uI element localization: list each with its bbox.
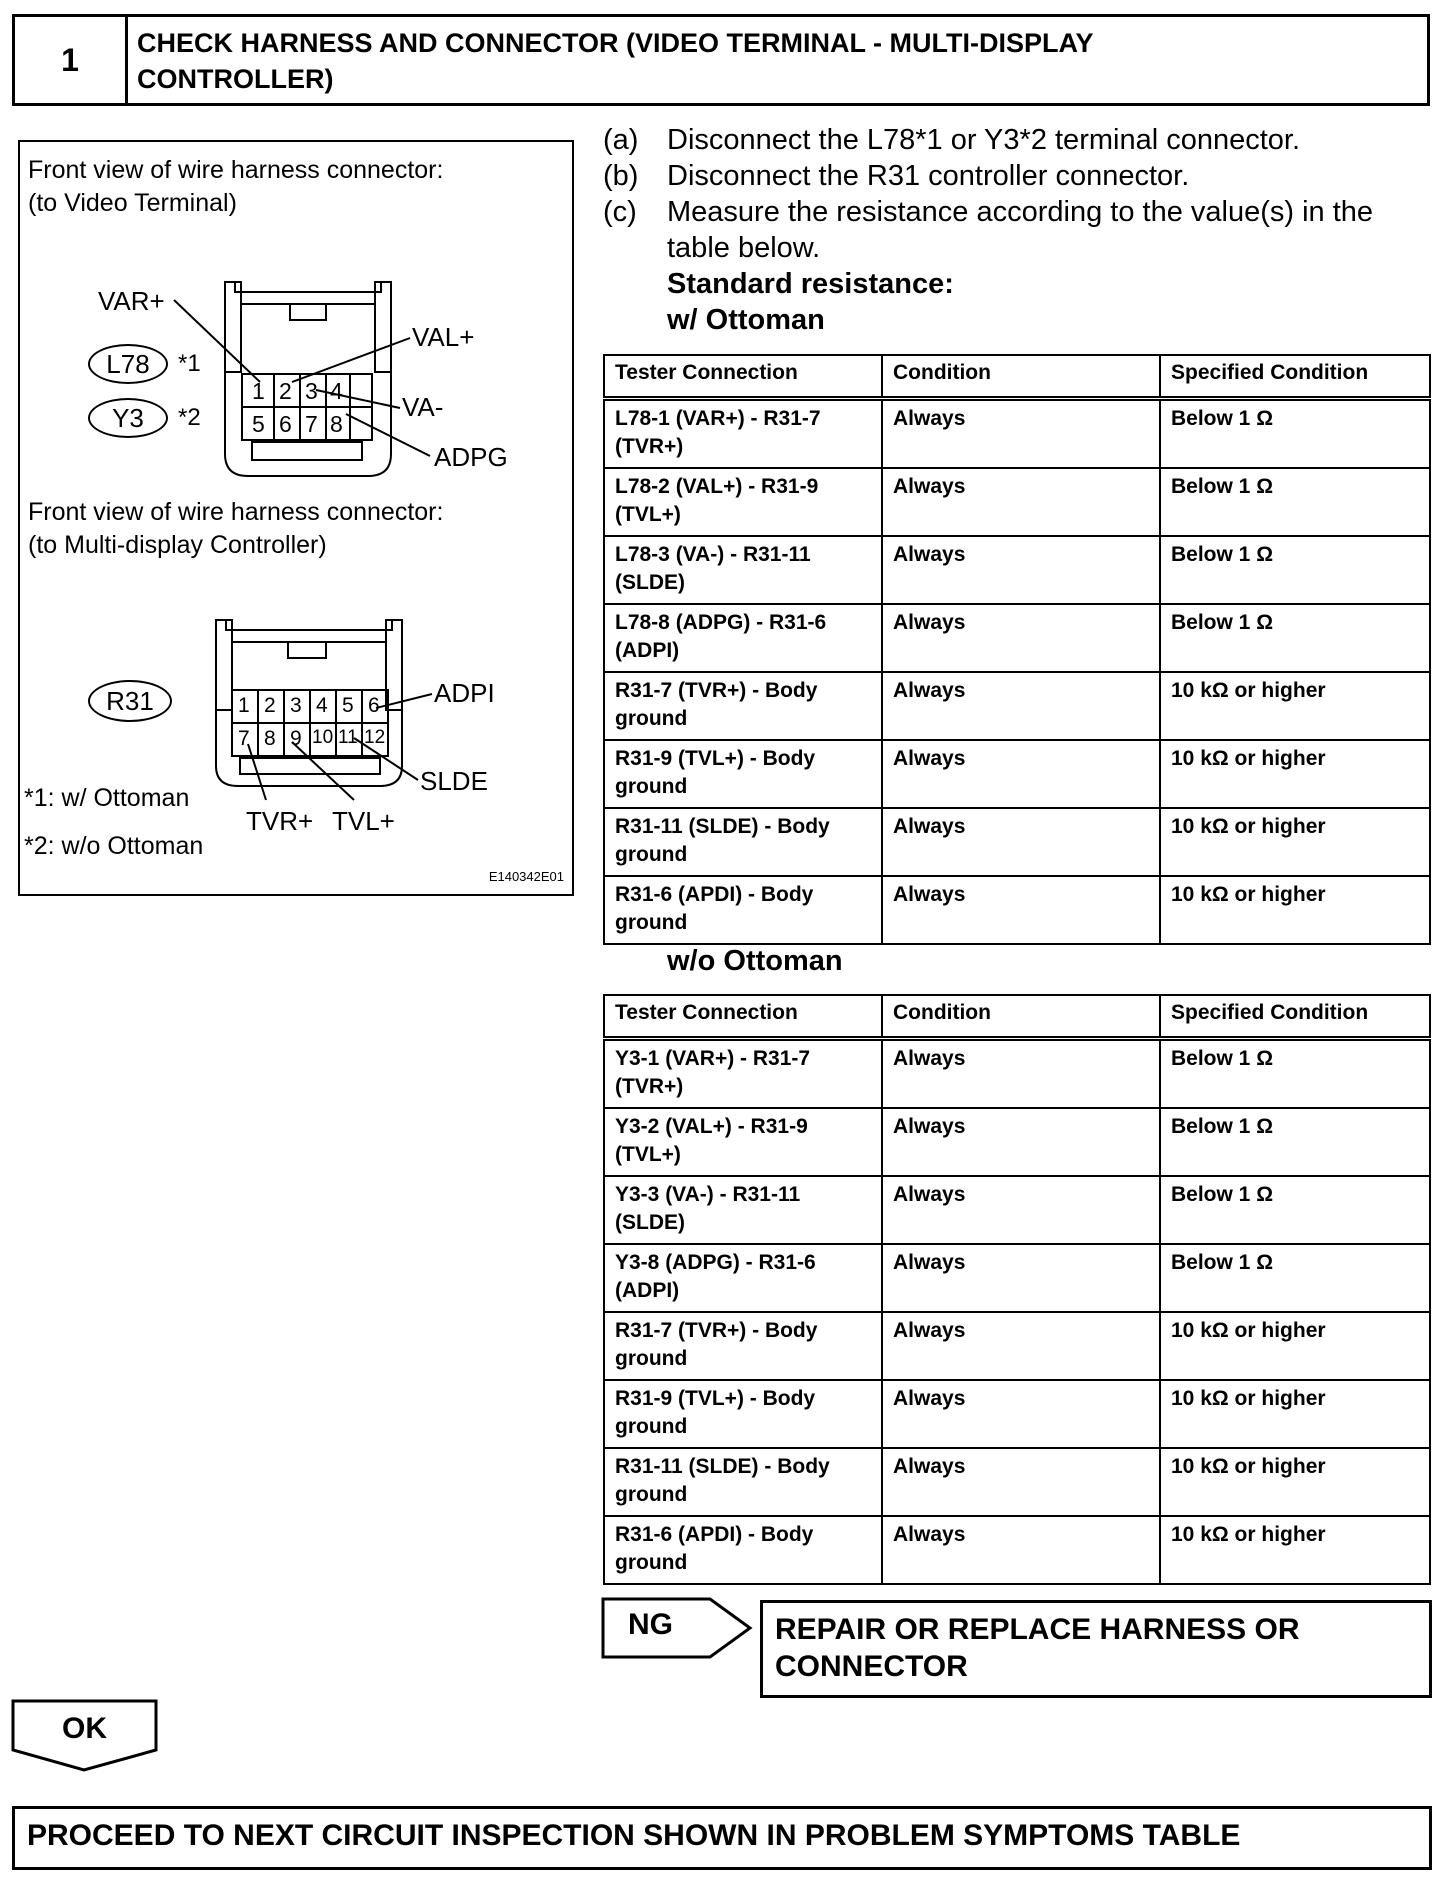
instruction-text: Disconnect the R31 controller connector. (667, 160, 1190, 192)
table-row (604, 1448, 1430, 1516)
pin-8: 8 (330, 411, 343, 437)
r31-pin-8: 8 (264, 727, 276, 750)
ok-label: OK (62, 1712, 107, 1745)
r31-pin-7: 7 (238, 727, 250, 750)
image-id: E140342E01 (488, 869, 564, 884)
table-row (604, 536, 1430, 604)
cell-tester-connection: R31-11 (SLDE) - Body ground (604, 1448, 882, 1516)
instruction-c (603, 194, 1423, 266)
cell-tester-connection: L78-2 (VAL+) - R31-9 (TVL+) (604, 468, 882, 536)
table-header-row (604, 355, 1430, 399)
cell-condition: Always (882, 1380, 1160, 1448)
table-row (604, 876, 1430, 944)
instruction-text: Disconnect the L78*1 or Y3*2 terminal connector. (667, 124, 1301, 156)
cell-specified-condition: 10 kΩ or higher (1160, 740, 1430, 808)
cell-condition: Always (882, 1176, 1160, 1244)
cell-specified-condition: 10 kΩ or higher (1160, 672, 1430, 740)
cell-specified-condition: Below 1 Ω (1160, 468, 1430, 536)
caption-multi-display (28, 496, 443, 562)
instruction-letter: (a) (603, 124, 639, 156)
cell-tester-connection: R31-9 (TVL+) - Body ground (604, 1380, 882, 1448)
pin-2: 2 (279, 378, 292, 404)
table-header-row (604, 995, 1430, 1039)
table-row (604, 399, 1430, 469)
table-row (604, 1244, 1430, 1312)
step-title (137, 25, 1417, 97)
caption-line: (to Video Terminal) (28, 189, 237, 217)
cell-condition: Always (882, 740, 1160, 808)
ng-result-line2: CONNECTOR (775, 1650, 968, 1683)
step-number: 1 (15, 17, 128, 103)
r31-pin-5: 5 (342, 694, 354, 717)
cell-specified-condition: 10 kΩ or higher (1160, 1516, 1430, 1584)
instruction-a (603, 122, 1423, 158)
table-row (604, 604, 1430, 672)
resistance-table-w-ottoman (603, 354, 1431, 945)
table-row (604, 672, 1430, 740)
cell-specified-condition: 10 kΩ or higher (1160, 1448, 1430, 1516)
cell-condition: Always (882, 1312, 1160, 1380)
cell-tester-connection: Y3-2 (VAL+) - R31-9 (TVL+) (604, 1108, 882, 1176)
pin-6: 6 (279, 411, 292, 437)
wo-ottoman-heading: w/o Ottoman (667, 945, 843, 977)
pin-3: 3 (305, 378, 318, 404)
cell-specified-condition: 10 kΩ or higher (1160, 1380, 1430, 1448)
ng-arrow (600, 1596, 756, 1660)
r31-pin-12: 12 (364, 727, 386, 748)
table-row (604, 1516, 1430, 1584)
ng-result-box (760, 1600, 1432, 1698)
r31-pin-6: 6 (368, 694, 380, 717)
ng-label: NG (628, 1608, 673, 1641)
cell-specified-condition: Below 1 Ω (1160, 1244, 1430, 1312)
label-tvr-plus: TVR+ (246, 806, 314, 836)
instruction-text: Measure the resistance according to the value(s) in the table below. (667, 196, 1374, 264)
cell-tester-connection: L78-8 (ADPG) - R31-6 (ADPI) (604, 604, 882, 672)
r31-pin-1: 1 (238, 694, 250, 717)
cell-condition: Always (882, 1108, 1160, 1176)
step-title-line2: CONTROLLER) (137, 64, 334, 94)
cell-tester-connection: R31-11 (SLDE) - Body ground (604, 808, 882, 876)
pin-4: 4 (330, 378, 343, 404)
table-row (604, 468, 1430, 536)
label-slde: SLDE (420, 766, 488, 796)
instruction-letter: (b) (603, 160, 639, 192)
resistance-table-wo-ottoman (603, 994, 1431, 1585)
table-row (604, 740, 1430, 808)
cell-condition: Always (882, 1516, 1160, 1584)
r31-pin-2: 2 (264, 694, 276, 717)
cell-specified-condition: 10 kΩ or higher (1160, 876, 1430, 944)
pin-1: 1 (252, 378, 265, 404)
cell-condition: Always (882, 876, 1160, 944)
cell-tester-connection: Y3-1 (VAR+) - R31-7 (TVR+) (604, 1039, 882, 1109)
standard-resistance-label: Standard resistance: (667, 268, 954, 300)
cell-condition: Always (882, 604, 1160, 672)
cell-condition: Always (882, 1039, 1160, 1109)
cell-tester-connection: L78-1 (VAR+) - R31-7 (TVR+) (604, 399, 882, 469)
step-header (12, 14, 1430, 106)
connector-diagram (18, 140, 574, 896)
cell-specified-condition: Below 1 Ω (1160, 1108, 1430, 1176)
pin-5: 5 (252, 411, 265, 437)
caption-line: (to Multi-display Controller) (28, 531, 327, 559)
caption-line: Front view of wire harness connector: (28, 156, 444, 184)
cell-specified-condition: Below 1 Ω (1160, 604, 1430, 672)
cell-specified-condition: Below 1 Ω (1160, 399, 1430, 469)
caption-line: Front view of wire harness connector: (28, 498, 444, 526)
instruction-b (603, 158, 1423, 194)
note-y3: *2 (178, 404, 201, 431)
label-adpi: ADPI (434, 678, 495, 708)
cell-tester-connection: Y3-3 (VA-) - R31-11 (SLDE) (604, 1176, 882, 1244)
label-adpg: ADPG (434, 442, 508, 472)
cell-condition: Always (882, 808, 1160, 876)
instructions (603, 122, 1423, 338)
cell-tester-connection: R31-7 (TVR+) - Body ground (604, 1312, 882, 1380)
footnote-w-ottoman: *1: w/ Ottoman (24, 784, 190, 812)
next-step-box: PROCEED TO NEXT CIRCUIT INSPECTION SHOWN IN PROBLEM SYMPTOMS TABLE (12, 1806, 1432, 1870)
cell-specified-condition: Below 1 Ω (1160, 1039, 1430, 1109)
cell-condition: Always (882, 1244, 1160, 1312)
cell-condition: Always (882, 672, 1160, 740)
cell-condition: Always (882, 536, 1160, 604)
step-title-line1: CHECK HARNESS AND CONNECTOR (VIDEO TERMINAL - MULTI-DISPLAY (137, 28, 1094, 58)
r31-pin-4: 4 (316, 694, 328, 717)
r31-pin-10: 10 (312, 727, 334, 748)
cell-condition: Always (882, 468, 1160, 536)
label-var-plus: VAR+ (98, 286, 165, 316)
col-specified-condition: Specified Condition (1160, 355, 1430, 399)
cell-tester-connection: R31-6 (APDI) - Body ground (604, 1516, 882, 1584)
cell-specified-condition: 10 kΩ or higher (1160, 1312, 1430, 1380)
cell-specified-condition: Below 1 Ω (1160, 1176, 1430, 1244)
table-row (604, 1380, 1430, 1448)
cell-tester-connection: R31-9 (TVL+) - Body ground (604, 740, 882, 808)
connector-l78-badge: L78 (88, 344, 168, 384)
col-condition: Condition (882, 995, 1160, 1039)
cell-condition: Always (882, 399, 1160, 469)
table-row (604, 1176, 1430, 1244)
label-tvl-plus: TVL+ (332, 806, 395, 836)
cell-tester-connection: R31-6 (APDI) - Body ground (604, 876, 882, 944)
col-tester-connection: Tester Connection (604, 355, 882, 399)
table-row (604, 1039, 1430, 1109)
note-l78: *1 (178, 350, 201, 377)
cell-condition: Always (882, 1448, 1160, 1516)
col-tester-connection: Tester Connection (604, 995, 882, 1039)
cell-tester-connection: R31-7 (TVR+) - Body ground (604, 672, 882, 740)
pin-7: 7 (305, 411, 318, 437)
cell-specified-condition: Below 1 Ω (1160, 536, 1430, 604)
col-specified-condition: Specified Condition (1160, 995, 1430, 1039)
r31-pin-3: 3 (290, 694, 302, 717)
instruction-letter: (c) (603, 196, 637, 228)
table-row (604, 808, 1430, 876)
label-va-minus: VA- (402, 392, 444, 422)
r31-pin-9: 9 (290, 727, 302, 750)
footnote-wo-ottoman: *2: w/o Ottoman (24, 832, 204, 860)
table-row (604, 1108, 1430, 1176)
connector-y3-badge: Y3 (88, 398, 168, 438)
cell-tester-connection: Y3-8 (ADPG) - R31-6 (ADPI) (604, 1244, 882, 1312)
label-val-plus: VAL+ (412, 322, 475, 352)
cell-tester-connection: L78-3 (VA-) - R31-11 (SLDE) (604, 536, 882, 604)
ng-result-line1: REPAIR OR REPLACE HARNESS OR (775, 1613, 1300, 1646)
r31-pin-11: 11 (338, 727, 358, 748)
cell-specified-condition: 10 kΩ or higher (1160, 808, 1430, 876)
col-condition: Condition (882, 355, 1160, 399)
table-row (604, 1312, 1430, 1380)
connector-r31-badge: R31 (88, 680, 172, 722)
w-ottoman-heading: w/ Ottoman (667, 304, 825, 336)
